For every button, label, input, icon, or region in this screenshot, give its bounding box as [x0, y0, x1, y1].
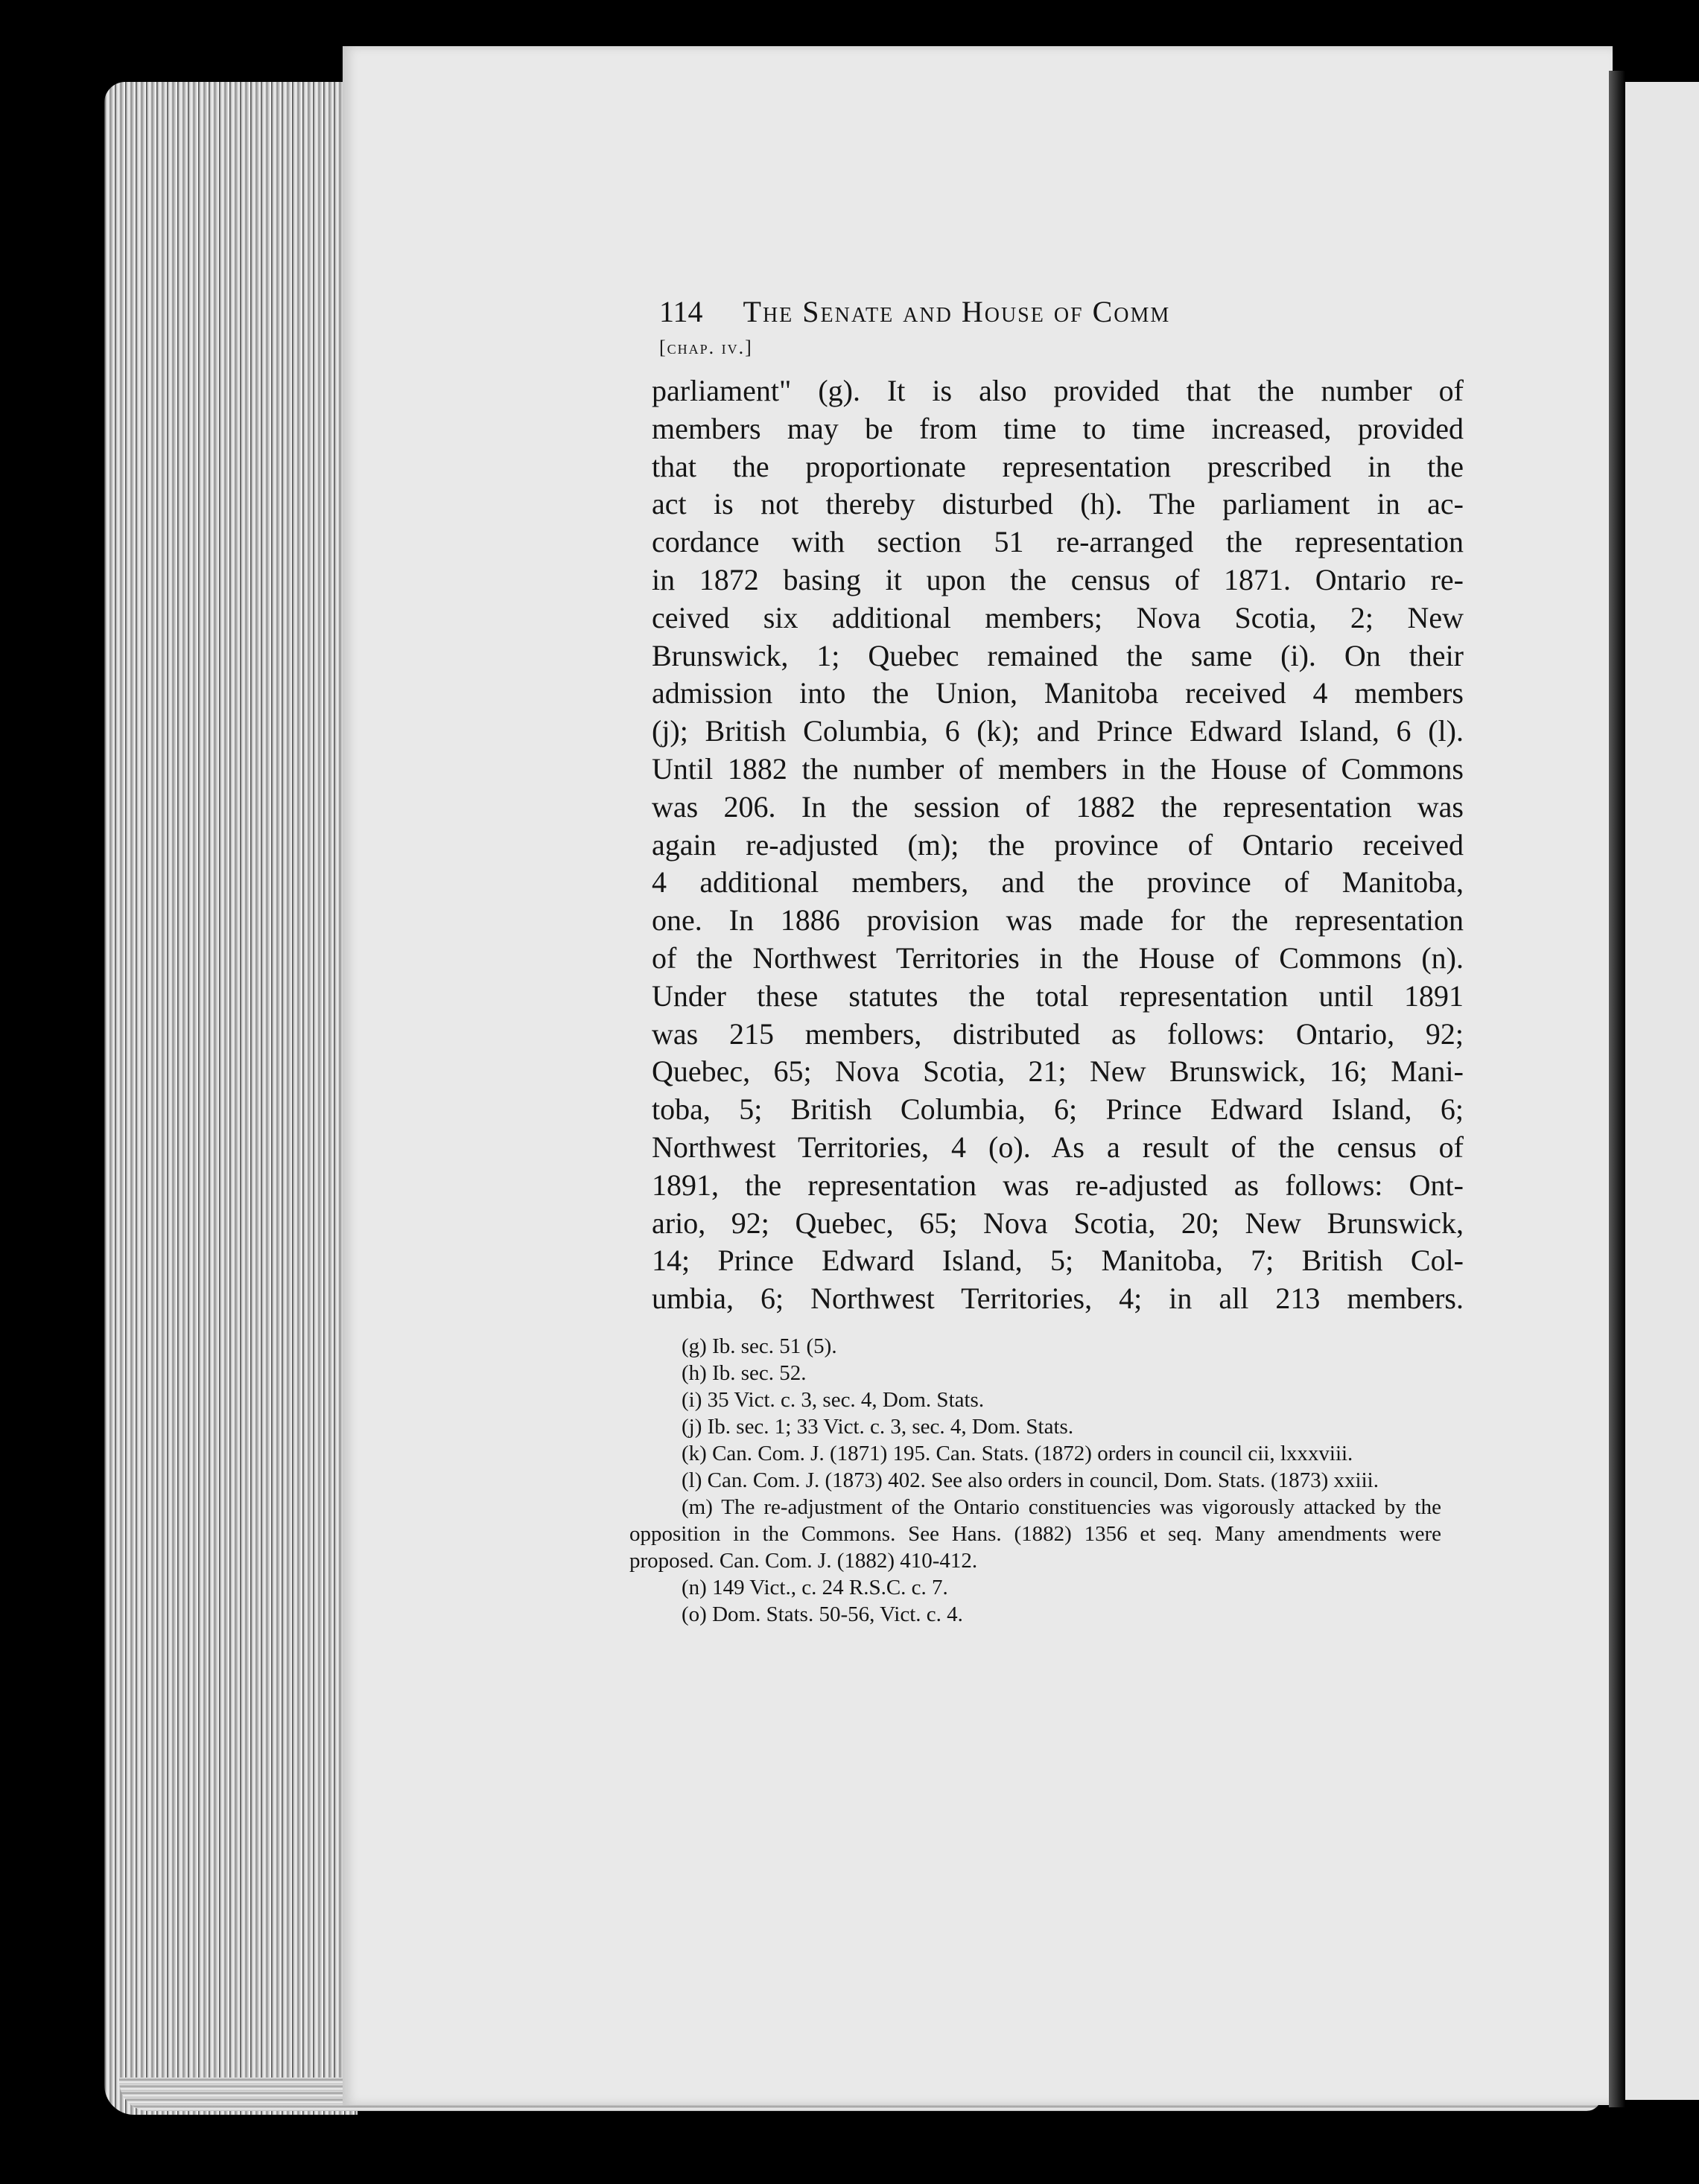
body-line: (j); British Columbia, 6 (k); and Prince Edward Island, 6 (l). — [652, 714, 1464, 748]
body-line: Brunswick, 1; Quebec remained the same (i). On their — [652, 638, 1464, 672]
body-line: umbia, 6; Northwest Territories, 4; in all 213 members. — [652, 1282, 1464, 1316]
body-line: 4 additional members, and the province of Manitoba, — [652, 865, 1464, 900]
body-line: Until 1882 the number of members in the House of Commons — [652, 751, 1464, 786]
footnote-n: (n) 149 Vict., c. 24 R.S.C. c. 7. — [682, 1576, 948, 1599]
running-header — [659, 294, 1464, 329]
body-line: in 1872 basing it upon the census of 1871. Ontario re- — [652, 562, 1464, 596]
body-line: members may be from time to time increased, provided — [652, 411, 1464, 445]
body-line: ceived six additional members; Nova Scotia, 2; New — [652, 600, 1464, 634]
body-line: 1891, the representation was re-adjusted as follows: Ont- — [652, 1168, 1464, 1202]
body-line: parliament" (g). It is also provided that the number of — [652, 374, 1464, 407]
book-gutter-shadow — [1609, 71, 1625, 2107]
footnote-i: (i) 35 Vict. c. 3, sec. 4, Dom. Stats. — [682, 1388, 985, 1412]
footnote-g: (g) Ib. sec. 51 (5). — [682, 1334, 837, 1358]
footnote-k: (k) Can. Com. J. (1871) 195. Can. Stats. (1872) orders in council cii, lxxxviii. — [682, 1442, 1353, 1465]
body-line: again re-adjusted (m); the province of Ontario received — [652, 827, 1464, 862]
body-line: Under these statutes the total representation until 1891 — [652, 978, 1464, 1013]
footnote-h: (h) Ib. sec. 52. — [682, 1361, 807, 1385]
body-line: toba, 5; British Columbia, 6; Prince Edward Island, 6; — [652, 1092, 1464, 1127]
left-page-stack-edge — [104, 82, 358, 2115]
body-line: of the Northwest Territories in the House of Commons (n). — [652, 940, 1464, 975]
facing-page-edge — [1625, 82, 1699, 2100]
body-line: that the proportionate representation prescribed in the — [652, 449, 1464, 483]
body-line: was 206. In the session of 1882 the representation was — [652, 789, 1464, 824]
body-line: Quebec, 65; Nova Scotia, 21; New Brunswick, 16; Mani- — [652, 1054, 1464, 1089]
footnote-l: (l) Can. Com. J. (1873) 402. See also orders in council, Dom. Stats. (1873) xxiii. — [682, 1468, 1379, 1492]
footnotes — [629, 1333, 1441, 1628]
body-line: Northwest Territories, 4 (o). As a result of the census of — [652, 1130, 1464, 1164]
body-line: admission into the Union, Manitoba received 4 members — [652, 676, 1464, 710]
body-line: 14; Prince Edward Island, 5; Manitoba, 7; British Col- — [652, 1244, 1464, 1278]
body-line: was 215 members, distributed as follows: Ontario, 92; — [652, 1016, 1464, 1051]
body-text — [652, 372, 1464, 1318]
body-line: act is not thereby disturbed (h). The parliament in ac- — [652, 487, 1464, 521]
footnote-j: (j) Ib. sec. 1; 33 Vict. c. 3, sec. 4, Dom. Stats. — [682, 1415, 1074, 1439]
body-line: ario, 92; Quebec, 65; Nova Scotia, 20; New Brunswick, — [652, 1206, 1464, 1240]
footnote-o: (o) Dom. Stats. 50-56, Vict. c. 4. — [682, 1602, 963, 1626]
body-line: cordance with section 51 re-arranged the representation — [652, 525, 1464, 559]
page-number: 114 — [659, 295, 703, 328]
chapter-marker: [chap. iv.] — [659, 337, 753, 358]
body-line: one. In 1886 provision was made for the representation — [652, 903, 1464, 937]
running-title: The Senate and House of Comm — [743, 295, 1171, 328]
footnote-m: (m) The re-adjustment of the Ontario constituencies was vigorously attacked by the opposition in the Commons. See Hans. (1882) 1356 et seq. Many amendments were proposed. Can. Com. J. (1882) 410-412. — [629, 1495, 1441, 1573]
